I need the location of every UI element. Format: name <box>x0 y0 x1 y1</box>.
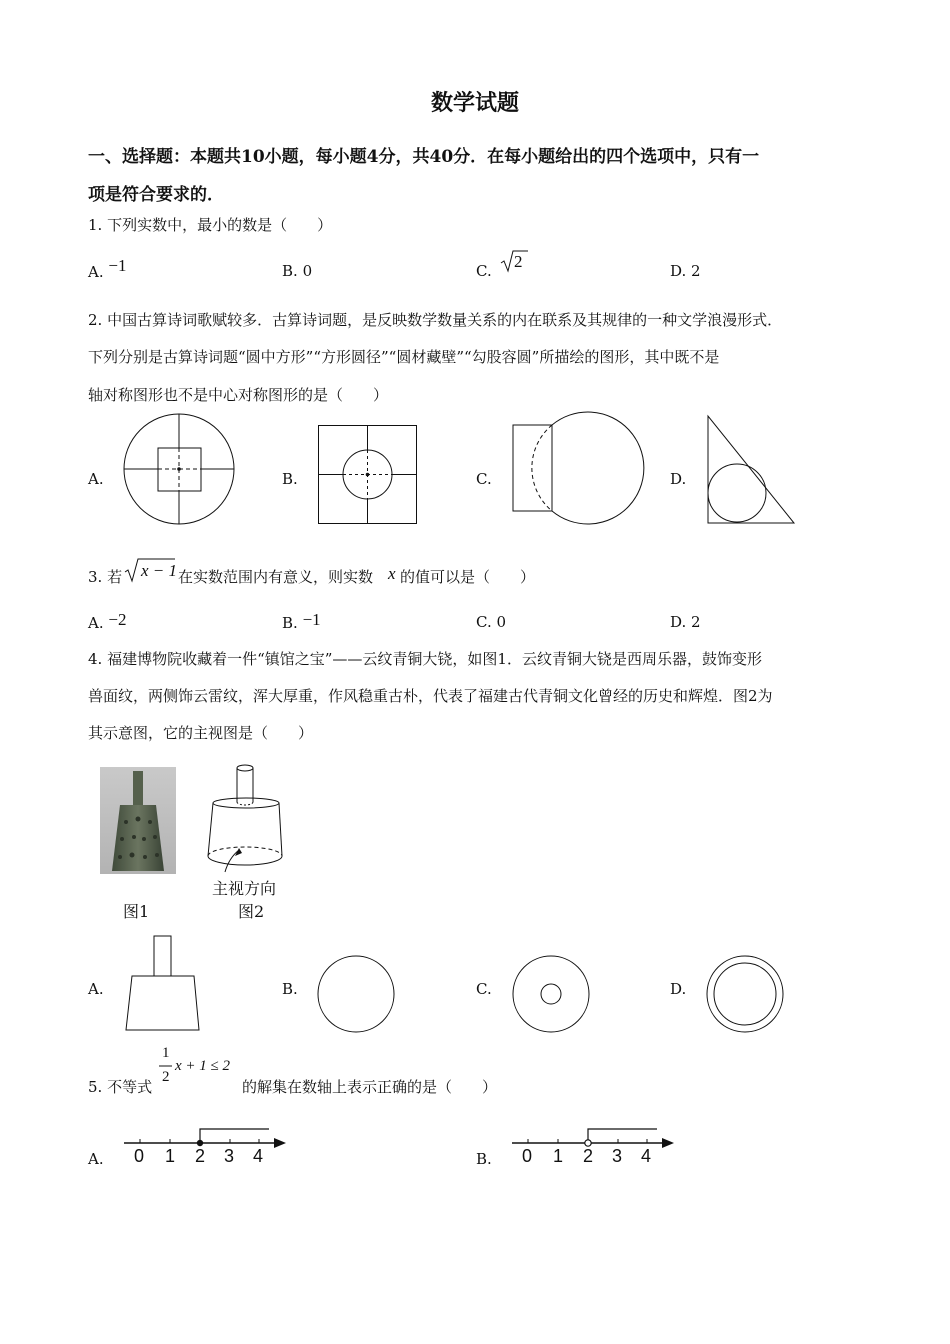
section-heading-line1: 一、选择题：本题共10小题，每小题4分，共40分．在每小题给出的四个选项中，只有一 <box>88 147 760 167</box>
q3-suffix: 在实数范围内有意义，则实数 <box>178 568 374 586</box>
section-heading-line2: 项是符合要求的． <box>88 185 224 205</box>
q3-option-b: B. −1 <box>282 610 321 632</box>
q3-suffix2: 的值可以是（ ） <box>400 568 536 586</box>
q5-fraction-denominator: 2 <box>162 1069 170 1085</box>
q3-option-c: C. 0 <box>476 613 507 631</box>
q4-line2: 兽面纹，两侧饰云雷纹，浑大厚重，作风稳重古朴，代表了福建古代青铜文化曾经的历史和辉煌．图2为 <box>88 687 773 705</box>
q1-option-c: C. <box>476 262 492 280</box>
q1-stem: 1. 下列实数中，最小的数是（ ） <box>88 216 333 234</box>
q4-figure-c-circle-with-small-circle <box>511 954 591 1034</box>
q3-option-a: A. −2 <box>88 610 127 632</box>
bronze-bell-photo <box>100 767 176 874</box>
q3-option-d: D. 2 <box>670 613 701 631</box>
q5-option-a-label: A. <box>88 1150 104 1168</box>
q4-line1: 4. 福建博物院收藏着一件“镇馆之宝”——云纹青铜大铙，如图1．云纹青铜大铙是西周乐器，鼓饰变形 <box>88 650 762 668</box>
q2-option-a-label: A. <box>88 470 104 488</box>
q2-option-b-label: B. <box>282 470 298 488</box>
q2-option-c-label: C. <box>476 470 492 488</box>
q2-figure-a-circle-with-square <box>120 414 245 526</box>
q4-option-d-label: D. <box>670 980 687 998</box>
q2-figure-c-circle-with-rectangle <box>512 414 642 528</box>
q4-figure-d-concentric-circles <box>705 954 785 1034</box>
q5-suffix: 的解集在数轴上表示正确的是（ ） <box>242 1078 498 1096</box>
q1-option-b: B. 0 <box>282 262 313 280</box>
view-direction-label: 主视方向 <box>212 879 277 898</box>
q5-fraction-numerator: 1 <box>162 1045 170 1061</box>
q4-line3: 其示意图，它的主视图是（ ） <box>88 724 314 742</box>
q2-line1: 2. 中国古算诗词歌赋较多．古算诗词题，是反映数学数量关系的内在联系及其规律的一种文学浪漫形式． <box>88 311 783 329</box>
bell-schematic-figure <box>205 760 305 878</box>
q4-figure-b-circle <box>316 954 396 1034</box>
q2-figure-b-square-with-circle <box>318 425 418 525</box>
q3-prefix: 3. 若 <box>88 568 123 586</box>
q5-option-b-label: B. <box>476 1150 492 1168</box>
q5-fraction-bar <box>159 1065 173 1067</box>
q4-option-c-label: C. <box>476 980 492 998</box>
q5-axis-b-ticks: 0 1 2 3 4 <box>522 1146 652 1166</box>
q3-variable: x <box>388 564 396 583</box>
page-title: 数学试题 <box>430 90 519 116</box>
q1-option-d: D. 2 <box>670 262 701 280</box>
figure1-caption: 图1 <box>123 902 150 921</box>
q1-option-c-value: 2 <box>514 252 523 271</box>
q4-figure-a-trapezoid-with-stem <box>124 935 204 1033</box>
q4-option-b-label: B. <box>282 980 298 998</box>
q1-option-a: A. −1 <box>88 256 127 281</box>
q5-expression: x + 1 ≤ 2 <box>175 1058 231 1074</box>
q4-option-a-label: A. <box>88 980 104 998</box>
q5-axis-a-ticks: 0 1 2 3 4 <box>134 1146 264 1166</box>
q2-option-d-label: D. <box>670 470 687 488</box>
figure2-caption: 图2 <box>238 902 265 921</box>
q5-prefix: 5. 不等式 <box>88 1078 153 1096</box>
q2-line3: 轴对称图形也不是中心对称图形的是（ ） <box>88 386 389 404</box>
q2-figure-d-triangle-with-incircle <box>706 414 798 526</box>
q3-radicand: x − 1 <box>141 561 178 580</box>
q2-line2: 下列分别是古算诗词题“圆中方形”“方形圆径”“圆材藏壁”“勾股容圆”所描绘的图形，其中既不是 <box>88 348 720 366</box>
